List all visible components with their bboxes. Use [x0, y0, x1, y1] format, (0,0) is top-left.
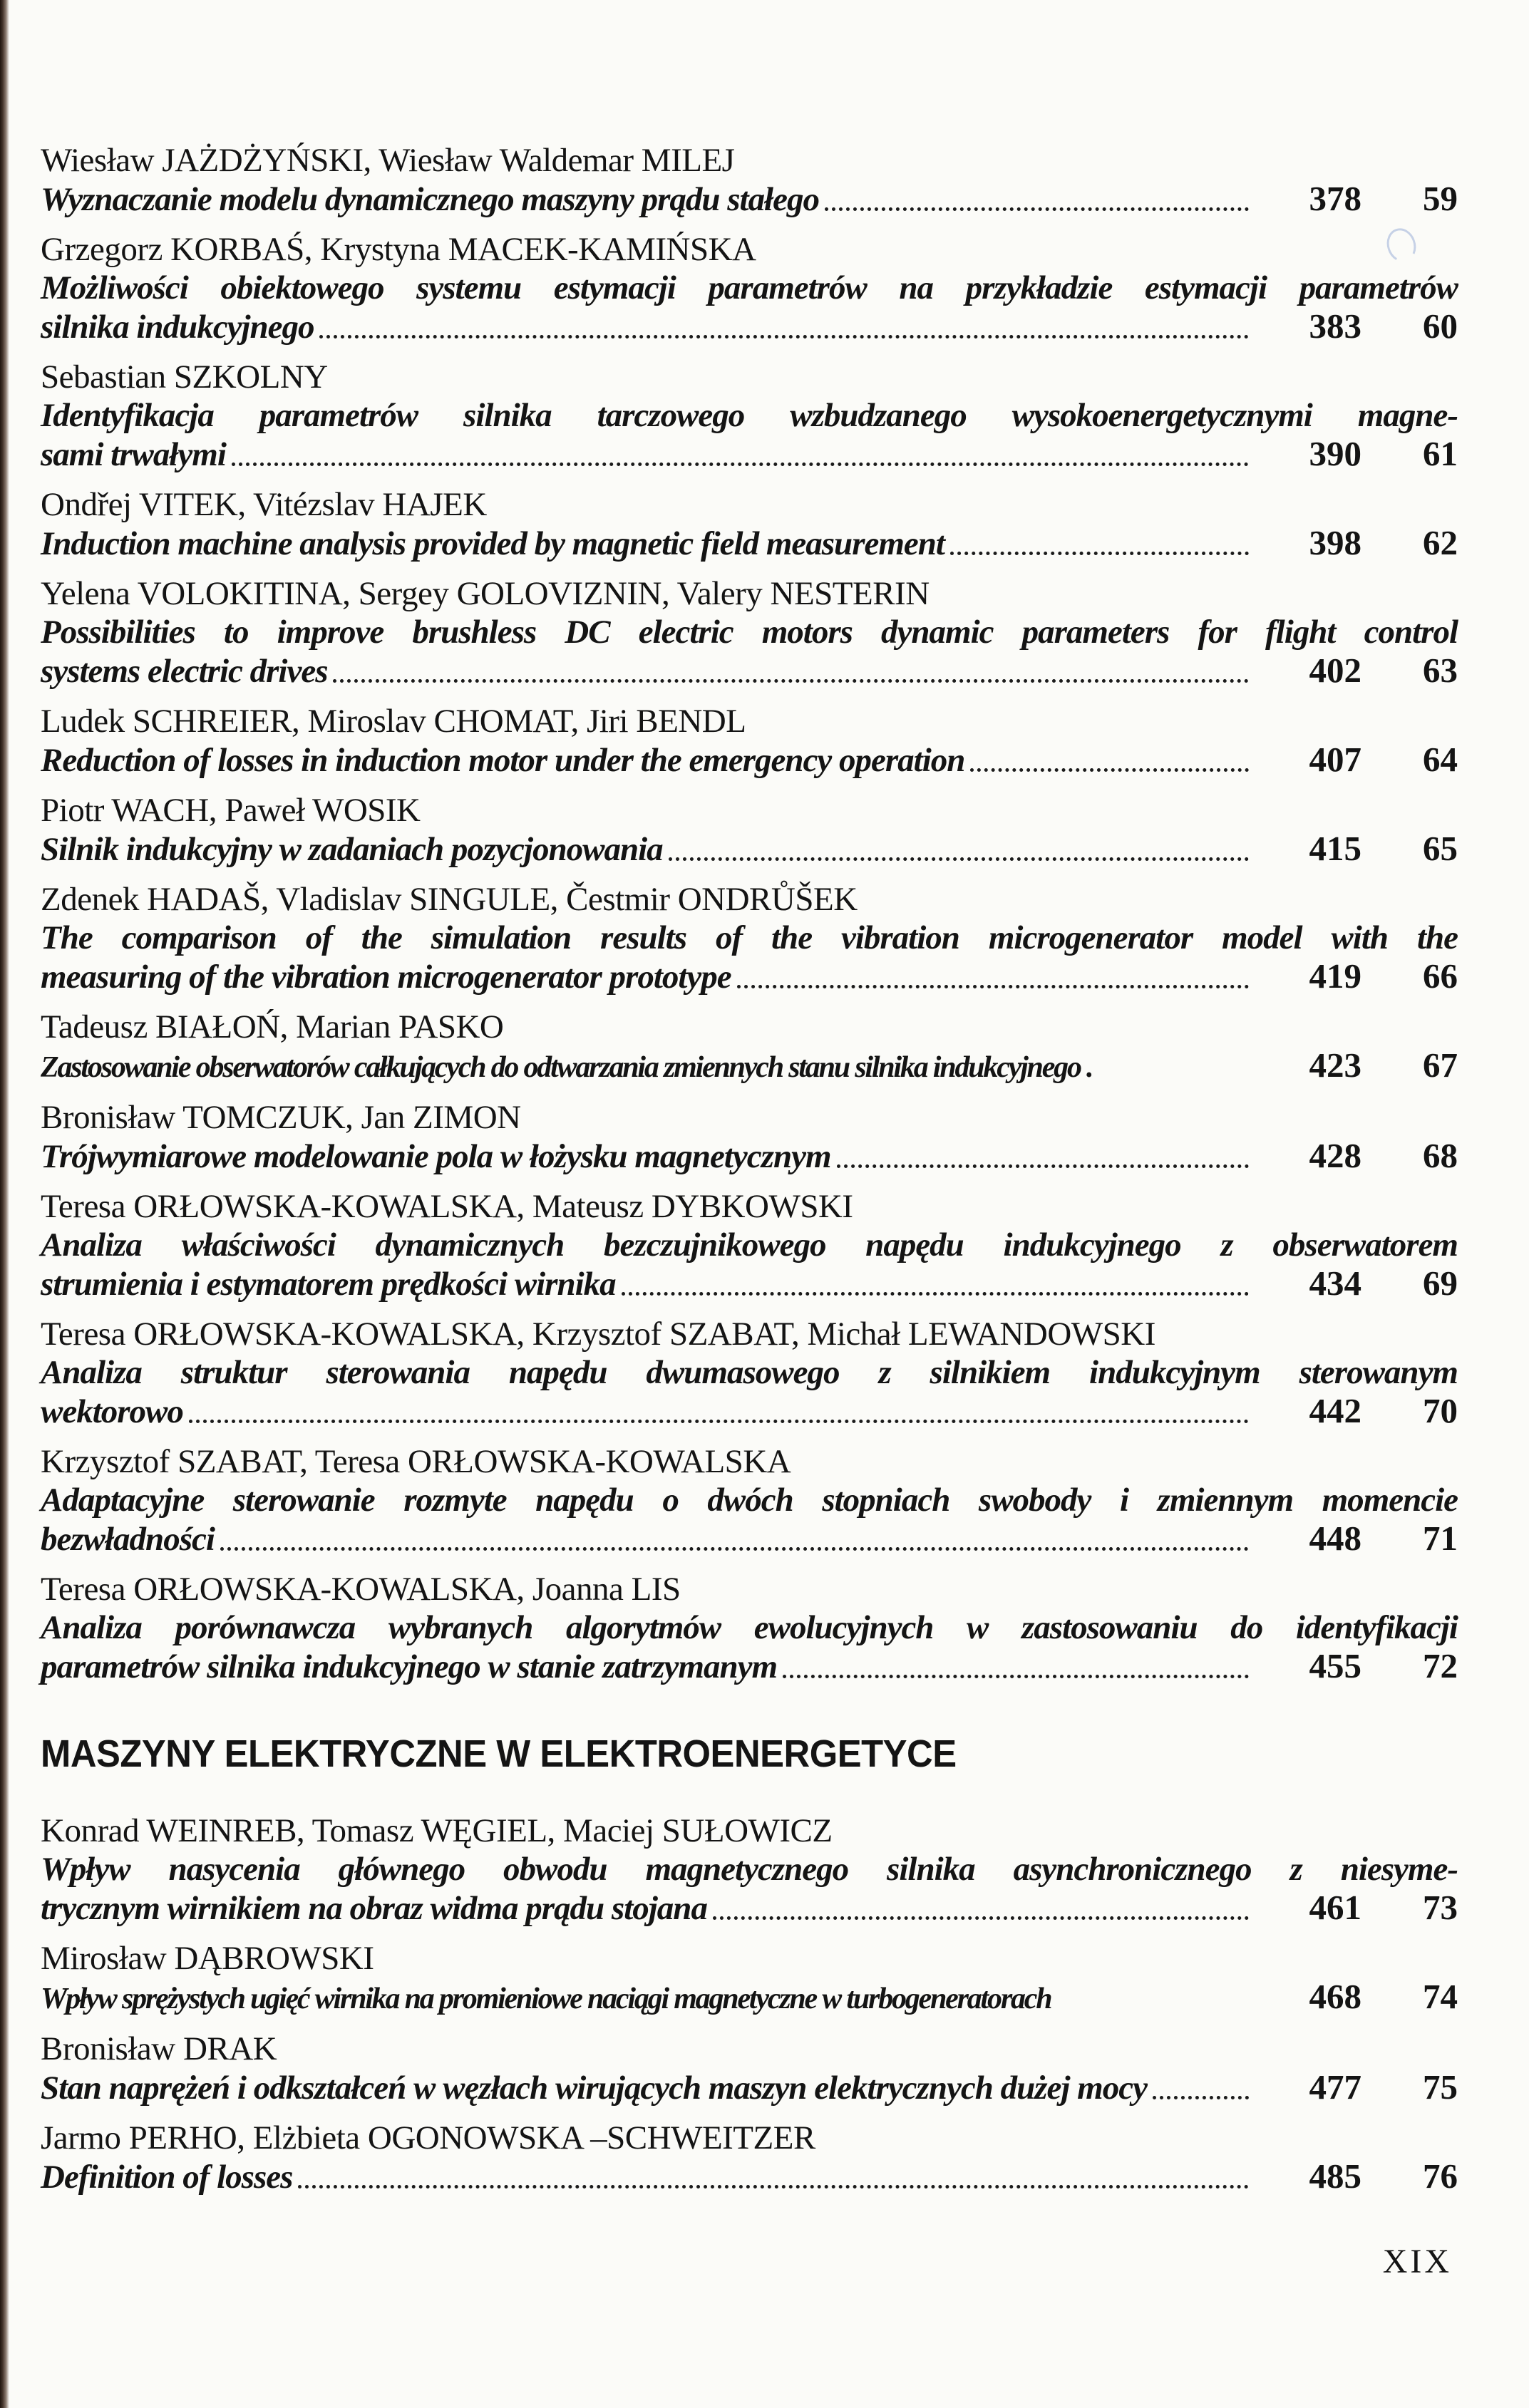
toc-entry: [41, 702, 1458, 780]
entry-page-number: 415: [1309, 829, 1361, 868]
entry-title-line: Możliwości obiektowego systemu estymacji parametrów na przykładzie estymacji parametrów: [41, 269, 1458, 306]
entry-title-line: Adaptacyjne sterowanie rozmyte napędu o dwóch stopniach swobody i zmiennym momencie: [41, 1482, 1458, 1519]
entry-chapter-number: 69: [1423, 1264, 1458, 1303]
entry-last-line: [41, 830, 1458, 869]
entry-authors: Teresa ORŁOWSKA-KOWALSKA, Krzysztof SZABAT, Michał LEWANDOWSKI: [41, 1316, 1155, 1353]
entry-authors: Ondřej VITEK, Vitézslav HAJEK: [41, 486, 487, 523]
entry-page-number: 383: [1309, 306, 1361, 346]
entry-title-last: measuring of the vibration microgenerator prototype: [41, 958, 731, 996]
dot-leader: [232, 463, 1249, 466]
dot-leader: [970, 768, 1249, 772]
entry-chapter-number: 59: [1423, 179, 1458, 218]
entry-chapter-number: 61: [1423, 434, 1458, 473]
entry-page-number: 455: [1309, 1646, 1361, 1685]
entry-title-line: Analiza porównawcza wybranych algorytmów ewolucyjnych w zastosowaniu do identyfikacji: [41, 1609, 1458, 1646]
entry-page-number: 468: [1309, 1977, 1361, 2016]
entry-title-last: trycznym wirnikiem na obraz widma prądu stojana: [41, 1890, 707, 1927]
entry-title-last: systems electric drives: [41, 653, 328, 690]
entry-authors: Bronisław TOMCZUK, Jan ZIMON: [41, 1099, 521, 1136]
entry-last-line: [41, 1264, 1458, 1303]
entry-chapter-number: 70: [1423, 1391, 1458, 1430]
dot-leader: [669, 857, 1249, 861]
dot-leader: [622, 1292, 1249, 1296]
dot-leader: [298, 2185, 1249, 2189]
entry-last-line: [41, 524, 1458, 563]
dot-leader: [783, 1675, 1249, 1678]
entry-authors: Teresa ORŁOWSKA-KOWALSKA, Joanna LIS: [41, 1571, 681, 1608]
entry-title-last: bezwładności: [41, 1521, 215, 1558]
entry-page-number: 390: [1309, 434, 1361, 473]
toc-entry: [41, 1315, 1458, 1431]
entry-page-number: 428: [1309, 1136, 1361, 1175]
dot-leader: [837, 1164, 1249, 1168]
entry-page-number: 461: [1309, 1888, 1361, 1927]
entry-authors: Teresa ORŁOWSKA-KOWALSKA, Mateusz DYBKOWSKI: [41, 1188, 853, 1225]
entry-page-number: 398: [1309, 523, 1361, 562]
entry-authors: Zdenek HADAŠ, Vladislav SINGULE, Čestmir ONDRŮŠEK: [41, 881, 858, 918]
entry-authors: Yelena VOLOKITINA, Sergey GOLOVIZNIN, Valery NESTERIN: [41, 575, 930, 612]
entry-last-line: [41, 1519, 1458, 1559]
entry-last-line: [41, 651, 1458, 691]
entry-authors: Piotr WACH, Paweł WOSIK: [41, 792, 421, 829]
entry-title-line: Identyfikacja parametrów silnika tarczowego wzbudzanego wysokoenergetycznymi magne-: [41, 397, 1458, 434]
toc-entry: [41, 1570, 1458, 1686]
entry-last-line: [41, 180, 1458, 219]
toc-entry: [41, 2030, 1458, 2107]
toc-entry: [41, 485, 1458, 563]
entry-last-line: [41, 1978, 1458, 2018]
entry-title-last: wektorowo: [41, 1393, 183, 1430]
entry-page-number: 477: [1309, 2067, 1361, 2107]
table-of-contents: [41, 141, 1458, 2208]
entry-last-line: [41, 957, 1458, 996]
entry-title-last: Induction machine analysis provided by magnetic field measurement: [41, 525, 944, 562]
dot-leader: [220, 1547, 1249, 1551]
entry-authors: Ludek SCHREIER, Miroslav CHOMAT, Jiri BENDL: [41, 703, 746, 740]
entry-chapter-number: 63: [1423, 651, 1458, 690]
entry-last-line: [41, 1392, 1458, 1431]
entry-authors: Sebastian SZKOLNY: [41, 358, 328, 396]
section-heading: MASZYNY ELEKTRYCZNE W ELEKTROENERGETYCE: [41, 1732, 957, 1775]
entry-chapter-number: 66: [1423, 956, 1458, 996]
entry-authors: Mirosław DĄBROWSKI: [41, 1940, 374, 1977]
toc-entry: [41, 574, 1458, 691]
entry-chapter-number: 71: [1423, 1519, 1458, 1558]
entry-title-last: Wyznaczanie modelu dynamicznego maszyny prądu stałego: [41, 181, 820, 218]
toc-entry: [41, 1098, 1458, 1176]
entry-page-number: 442: [1309, 1391, 1361, 1430]
entry-chapter-number: 60: [1423, 306, 1458, 346]
dot-leader: [713, 1916, 1249, 1920]
entry-last-line: [41, 307, 1458, 346]
entry-title-last: parametrów silnika indukcyjnego w stanie zatrzymanym: [41, 1648, 778, 1685]
entry-title-last: Zastosowanie obserwatorów całkujących do odtwarzania zmiennych stanu silnika indukcyjnego .: [41, 1051, 1093, 1084]
dot-leader: [950, 552, 1249, 555]
entry-authors: Jarmo PERHO, Elżbieta OGONOWSKA –SCHWEITZER: [41, 2119, 815, 2156]
toc-entry: [41, 1812, 1458, 1928]
entry-last-line: [41, 2068, 1458, 2107]
scanned-page-edge: [0, 0, 9, 2408]
toc-entry: [41, 791, 1458, 869]
toc-entry: [41, 880, 1458, 996]
entry-chapter-number: 75: [1423, 2067, 1458, 2107]
entry-page-number: 407: [1309, 740, 1361, 779]
page-number: XIX: [1382, 2243, 1452, 2280]
entry-chapter-number: 74: [1423, 1977, 1458, 2016]
entry-authors: Grzegorz KORBAŚ, Krystyna MACEK-KAMIŃSKA: [41, 231, 756, 268]
entry-page-number: 485: [1309, 2156, 1361, 2196]
entry-title-line: Wpływ nasycenia głównego obwodu magnetycznego silnika asynchronicznego z niesyme-: [41, 1851, 1458, 1888]
entry-authors: Krzysztof SZABAT, Teresa ORŁOWSKA-KOWALSKA: [41, 1443, 791, 1480]
dot-leader: [333, 679, 1249, 683]
entry-title-line: The comparison of the simulation results of the vibration microgenerator model with the: [41, 919, 1458, 956]
entry-title-last: silnika indukcyjnego: [41, 309, 314, 346]
dot-leader: [737, 985, 1249, 988]
entry-title-last: Stan naprężeń i odkształceń w węzłach wirujących maszyn elektrycznych dużej mocy: [41, 2069, 1147, 2107]
entry-chapter-number: 76: [1423, 2156, 1458, 2196]
entry-page-number: 448: [1309, 1519, 1361, 1558]
entry-chapter-number: 64: [1423, 740, 1458, 779]
entry-authors: Wiesław JAŻDŻYŃSKI, Wiesław Waldemar MILEJ: [41, 142, 735, 179]
entry-title-last: sami trwałymi: [41, 436, 226, 473]
entry-chapter-number: 73: [1423, 1888, 1458, 1927]
entry-authors: Tadeusz BIAŁOŃ, Marian PASKO: [41, 1008, 504, 1045]
dot-leader: [825, 207, 1249, 211]
entry-title-last: Trójwymiarowe modelowanie pola w łożysku magnetycznym: [41, 1138, 831, 1175]
entry-title-last: Definition of losses: [41, 2159, 293, 2196]
entry-title-last: Reduction of losses in induction motor under the emergency operation: [41, 742, 965, 779]
entry-title-line: Analiza struktur sterowania napędu dwumasowego z silnikiem indukcyjnym sterowanym: [41, 1354, 1458, 1391]
dot-leader: [189, 1420, 1249, 1423]
toc-entry: [41, 358, 1458, 474]
entry-page-number: 423: [1309, 1045, 1361, 1085]
entry-last-line: [41, 2157, 1458, 2196]
entry-page-number: 419: [1309, 956, 1361, 996]
toc-entry: [41, 2119, 1458, 2196]
entry-title-last: Silnik indukcyjny w zadaniach pozycjonowania: [41, 831, 663, 868]
entry-chapter-number: 62: [1423, 523, 1458, 562]
entry-page-number: 378: [1309, 179, 1361, 218]
entry-chapter-number: 65: [1423, 829, 1458, 868]
entry-page-number: 434: [1309, 1264, 1361, 1303]
entry-chapter-number: 68: [1423, 1136, 1458, 1175]
entry-last-line: [41, 1647, 1458, 1686]
entry-last-line: [41, 1888, 1458, 1928]
toc-entry: [41, 1187, 1458, 1303]
toc-entry: [41, 230, 1458, 346]
entry-title-line: Possibilities to improve brushless DC electric motors dynamic parameters for flight control: [41, 614, 1458, 651]
entry-last-line: [41, 1137, 1458, 1176]
entry-title-line: Analiza właściwości dynamicznych bezczujnikowego napędu indukcyjnego z obserwatorem: [41, 1226, 1458, 1264]
entry-last-line: [41, 740, 1458, 780]
toc-entry: [41, 1008, 1458, 1087]
dot-leader: [1153, 2096, 1249, 2099]
toc-entry: [41, 1442, 1458, 1559]
toc-entry: [41, 141, 1458, 219]
entry-authors: Konrad WEINREB, Tomasz WĘGIEL, Maciej SUŁOWICZ: [41, 1812, 833, 1849]
dot-leader: [319, 335, 1249, 339]
entry-authors: Bronisław DRAK: [41, 2030, 277, 2067]
entry-chapter-number: 67: [1423, 1045, 1458, 1085]
entry-title-last: Wpływ sprężystych ugięć wirnika na promieniowe naciągi magnetyczne w turbogeneratorach: [41, 1983, 1051, 2015]
entry-last-line: [41, 1046, 1458, 1087]
entry-page-number: 402: [1309, 651, 1361, 690]
entry-chapter-number: 72: [1423, 1646, 1458, 1685]
entry-last-line: [41, 435, 1458, 474]
toc-entry: [41, 1939, 1458, 2018]
entry-title-last: strumienia i estymatorem prędkości wirnika: [41, 1266, 616, 1303]
